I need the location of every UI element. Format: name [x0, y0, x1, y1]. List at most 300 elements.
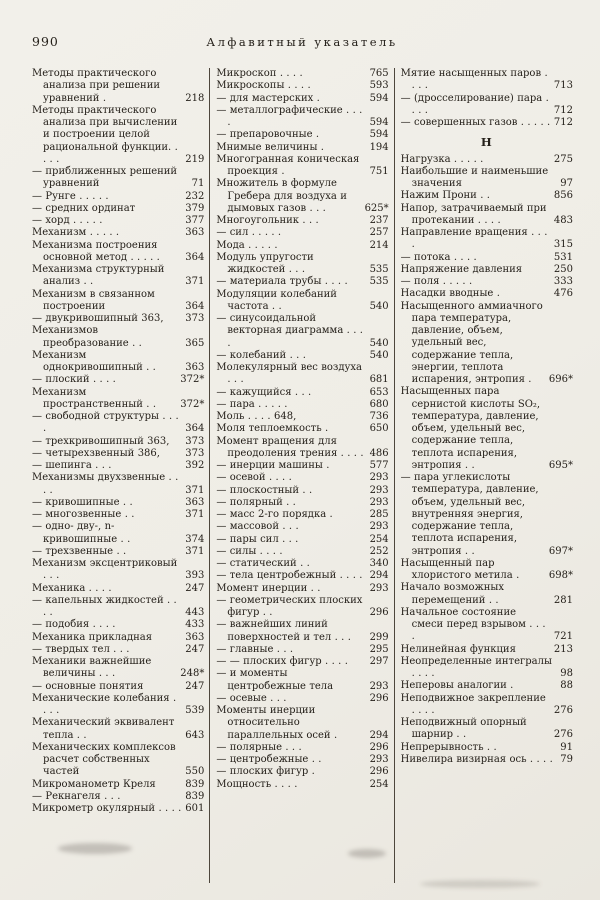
entry-text: — материала трубы . . . .	[216, 276, 348, 288]
entry-page-number: 363	[185, 227, 205, 239]
entry-page-number: 365	[185, 337, 205, 349]
entry-page-number: 363	[185, 362, 205, 373]
entry-page-number: 643	[185, 729, 205, 741]
entry-page-number: 373	[185, 435, 205, 447]
entry-page-number: 697*	[548, 545, 573, 557]
index-entry	[401, 252, 573, 264]
entry-text: Насыщенный пар хлористого метила .	[400, 557, 520, 581]
index-entry	[216, 154, 388, 179]
index-entry	[32, 693, 204, 718]
entry-text: Насыщенного аммиачного пара температура, давление, объем, удельный вес, содержание тепла, энергии, теплота испарения, энтропия .	[400, 300, 543, 385]
entry-text: — сил . . . . .	[216, 227, 282, 239]
index-entry	[401, 117, 573, 129]
entry-text: Механизма структурный анализ . .	[32, 264, 165, 288]
entry-text: — приближенных решений уравнений	[32, 166, 178, 190]
entry-page-number: 257	[369, 227, 389, 239]
index-entry	[216, 93, 388, 105]
index-entry	[216, 754, 388, 766]
entry-text: Мнимые величины .	[216, 141, 324, 153]
index-entry	[32, 460, 204, 472]
index-entry	[216, 742, 388, 754]
index-entry	[401, 754, 573, 766]
entry-text: Нивелира визирная ось . . . .	[400, 753, 553, 765]
index-entry	[216, 460, 388, 472]
entry-page-number: 371	[185, 484, 205, 496]
entry-page-number: 247	[185, 582, 205, 594]
index-entry	[32, 619, 204, 631]
entry-page-number: 275	[553, 153, 573, 165]
index-entry	[216, 521, 388, 533]
entry-text: Механизмы двухзвенные . . . .	[32, 472, 179, 496]
index-entry	[216, 313, 388, 350]
index-entry	[32, 68, 204, 105]
index-entry	[32, 521, 204, 546]
entry-text: Микрометр окулярный . . . .	[32, 803, 182, 814]
entry-text: — плоский . . . .	[32, 374, 116, 386]
index-entry	[401, 558, 573, 583]
entry-page-number: 276	[553, 704, 573, 716]
entry-text: Мода . . . . .	[216, 239, 278, 251]
entry-page-number: 373	[185, 447, 205, 459]
index-entry	[32, 558, 204, 583]
index-entry	[32, 472, 204, 497]
entry-text: Мощность . . . .	[216, 778, 298, 790]
entry-page-number: 540	[369, 337, 389, 349]
entry-text: Неподвижное закрепление . . . .	[400, 692, 546, 716]
entry-text: Механика прикладная	[32, 631, 153, 643]
index-entry	[401, 680, 573, 692]
entry-text: — потока . . . .	[400, 251, 477, 263]
entry-page-number: 194	[369, 141, 389, 153]
index-entry	[32, 227, 204, 239]
index-entry	[32, 215, 204, 227]
entry-text: — и моменты центробежные тела	[216, 668, 334, 692]
entry-page-number: 839	[185, 778, 205, 790]
entry-text: — средних ординат	[32, 202, 136, 214]
entry-text: — пара . . . . .	[216, 398, 288, 410]
entry-page-number: 293	[369, 521, 389, 533]
entry-page-number: 213	[553, 643, 573, 655]
entry-text: — — плоских фигур . . . .	[216, 656, 348, 667]
entry-text: Молекулярный вес воздуха . . .	[216, 362, 362, 386]
index-entry	[216, 472, 388, 484]
index-entry	[32, 436, 204, 448]
entry-text: Механических комплексов расчет собственных частей	[32, 741, 176, 778]
index-entry	[32, 717, 204, 742]
entry-page-number: 254	[369, 533, 389, 545]
index-entry	[401, 656, 573, 681]
index-entry	[32, 166, 204, 191]
entry-text: — препаровочные .	[216, 129, 320, 141]
entry-page-number: 97	[560, 178, 573, 189]
entry-page-number: 751	[369, 166, 389, 177]
entry-page-number: 625*	[364, 202, 389, 214]
entry-text: Механизма построения основной метод . . . . .	[32, 239, 160, 263]
entry-page-number: 364	[185, 300, 205, 312]
entry-text: — важнейших линий поверхностей и тел . . .	[216, 619, 351, 643]
entry-text: Механизм . . . . .	[32, 227, 120, 239]
entry-text: — силы . . . .	[216, 545, 283, 557]
entry-text: Механика . . . .	[32, 582, 112, 594]
index-entry	[401, 386, 573, 472]
index-entry	[216, 423, 388, 435]
index-entry	[32, 681, 204, 693]
entry-text: Моменты инерции относительно параллельных осей .	[216, 705, 338, 741]
index-entry	[216, 142, 388, 154]
entry-page-number: 540	[369, 349, 389, 361]
index-entry	[216, 766, 388, 778]
index-entry	[216, 387, 388, 399]
index-entry	[216, 656, 388, 668]
index-entry	[32, 656, 204, 681]
entry-text: — кажущийся . . .	[216, 386, 312, 398]
entry-text: — одно- дву-, n-кривошипные . .	[32, 521, 131, 545]
entry-page-number: 98	[560, 668, 573, 679]
index-entry	[216, 497, 388, 509]
entry-text: — полярные . . .	[216, 741, 302, 753]
entry-page-number: 254	[369, 778, 389, 790]
entry-text: — твердых тел . . .	[32, 643, 130, 655]
entry-page-number: 293	[369, 472, 389, 484]
entry-page-number: 653	[369, 386, 389, 398]
entry-text: Направление вращения . . . .	[400, 227, 548, 251]
index-entry	[216, 178, 388, 215]
index-entry	[216, 595, 388, 620]
entry-text: — многозвенные . .	[32, 509, 135, 520]
entry-text: Моля теплоемкость .	[216, 423, 329, 435]
index-column	[26, 68, 209, 883]
entry-text: Наибольшие и наименьшие значения	[400, 165, 549, 189]
entry-text: Модуляции колебаний частота . .	[216, 288, 337, 312]
entry-text: — пара углекислоты температура, давление, объем, удельный вес, внутренняя энергия, содержание тепла, теплота испарения, энтропия . .	[400, 472, 539, 557]
entry-page-number: 247	[185, 680, 205, 692]
entry-page-number: 296	[369, 741, 389, 753]
entry-text: — центробежные . .	[216, 754, 322, 765]
entry-page-number: 540	[369, 300, 389, 312]
entry-page-number: 379	[185, 202, 205, 214]
entry-text: — для мастерских .	[216, 92, 320, 104]
index-entry	[32, 105, 204, 166]
entry-text: — колебаний . . .	[216, 349, 306, 361]
entry-text: — Рекнагеля . . .	[32, 790, 121, 802]
entry-page-number: 712	[553, 104, 573, 116]
index-entry	[32, 583, 204, 595]
entry-text: Механизмов преобразование . .	[32, 325, 142, 349]
entry-page-number: 393	[185, 570, 205, 582]
entry-page-number: 364	[185, 251, 205, 263]
entry-page-number: 695*	[548, 459, 573, 471]
entry-text: — совершенных газов . . . . .	[400, 117, 551, 128]
entry-text: — плоских фигур .	[216, 766, 315, 778]
index-entry	[32, 803, 204, 815]
entry-page-number: 539	[185, 705, 205, 716]
entry-text: Мятие насыщенных паров . . . .	[400, 68, 548, 92]
entry-page-number: 363	[185, 496, 205, 508]
entry-page-number: 296	[369, 607, 389, 618]
entry-page-number: 377	[185, 215, 205, 226]
entry-text: Механические колебания . . . .	[32, 692, 177, 716]
entry-page-number: 250	[553, 263, 573, 275]
entry-text: Начальное состояние смеси перед взрывом . . . .	[400, 606, 546, 643]
entry-page-number: 296	[369, 766, 389, 778]
index-entry	[32, 644, 204, 656]
index-entry	[401, 276, 573, 288]
entry-page-number: 297	[369, 656, 389, 667]
entry-page-number: 252	[369, 545, 389, 557]
index-entry	[216, 546, 388, 558]
entry-text: — четырехзвенный 386,	[32, 447, 160, 459]
entry-text: Механизм пространственный . .	[32, 386, 156, 410]
entry-text: Нелинейная функция	[400, 643, 516, 655]
index-entry	[216, 105, 388, 130]
index-entry	[216, 350, 388, 362]
entry-page-number: 373	[185, 313, 205, 324]
index-entry	[401, 154, 573, 166]
index-entry	[32, 387, 204, 412]
entry-text: Неподвижный опорный шарнир . .	[400, 717, 527, 741]
index-entry	[216, 399, 388, 411]
index-entry	[216, 693, 388, 705]
index-entry	[32, 595, 204, 620]
index-entry	[216, 289, 388, 314]
index-entry	[32, 240, 204, 265]
entry-text: — хорд . . . . .	[32, 215, 103, 226]
index-entry	[401, 301, 573, 387]
entry-page-number: 712	[553, 117, 573, 128]
entry-text: — трехзвенные . .	[32, 545, 127, 557]
entry-page-number: 535	[369, 276, 389, 288]
index-entry	[32, 448, 204, 460]
index-entry	[401, 227, 573, 252]
index-entry	[216, 215, 388, 227]
entry-text: Многоугольник . . .	[216, 215, 319, 226]
entry-page-number: 594	[369, 117, 389, 128]
index-entry	[216, 227, 388, 239]
index-entry	[32, 203, 204, 215]
entry-page-number: 91	[560, 741, 573, 753]
entry-page-number: 294	[369, 729, 389, 741]
entry-page-number: 535	[369, 264, 389, 275]
entry-text: — капельных жидкостей . . . .	[32, 594, 177, 618]
entry-text: Насадки вводные .	[400, 288, 500, 300]
index-column	[209, 68, 393, 883]
index-entry	[32, 509, 204, 521]
index-entry	[32, 632, 204, 644]
entry-page-number: 299	[369, 631, 389, 643]
entry-text: — подобия . . . .	[32, 619, 116, 631]
index-entry	[32, 350, 204, 375]
entry-page-number: 443	[185, 607, 205, 618]
index-column	[394, 68, 578, 883]
index-entry	[401, 264, 573, 276]
index-columns	[26, 68, 578, 883]
entry-page-number: 285	[369, 509, 389, 520]
index-entry	[216, 779, 388, 791]
entry-page-number: 315	[553, 239, 573, 251]
entry-text: — осевые . . .	[216, 692, 287, 704]
entry-page-number: 483	[553, 214, 573, 226]
entry-text: — пары сил . . .	[216, 533, 299, 545]
entry-text: Напряжение давления	[400, 263, 523, 275]
index-entry	[216, 80, 388, 92]
index-entry	[216, 68, 388, 80]
index-entry	[216, 619, 388, 644]
index-entry	[401, 644, 573, 656]
index-entry	[32, 779, 204, 791]
index-entry	[401, 288, 573, 300]
entry-page-number: 594	[369, 129, 389, 141]
entry-text: Момент инерции . .	[216, 582, 321, 594]
entry-text: — массовой . . .	[216, 521, 299, 533]
index-entry	[401, 693, 573, 718]
index-entry	[32, 411, 204, 436]
entry-page-number: 698*	[548, 570, 573, 581]
index-entry	[216, 534, 388, 546]
index-entry	[32, 497, 204, 509]
entry-page-number: 293	[369, 680, 389, 692]
entry-text: — Рунге . . . . .	[32, 190, 109, 202]
entry-text: Насыщенных пара сернистой кислоты SO₂, температура, давление, объем, удельный вес, содержание тепла, теплота испарения, энтропия . .	[400, 386, 541, 471]
entry-page-number: 276	[553, 729, 573, 741]
entry-page-number: 476	[553, 288, 573, 300]
entry-text: Модуль упругости жидкостей . . .	[216, 251, 314, 275]
page-number: 990	[32, 34, 59, 49]
entry-page-number: 650	[369, 423, 389, 435]
index-entry	[216, 411, 388, 423]
entry-page-number: 293	[369, 484, 389, 496]
index-entry	[216, 129, 388, 141]
entry-text: — поля . . . . .	[400, 276, 473, 287]
index-entry	[216, 362, 388, 387]
entry-page-number: 232	[185, 190, 205, 202]
entry-page-number: 392	[185, 460, 205, 471]
index-entry	[216, 668, 388, 693]
entry-text: Нагрузка . . . . .	[400, 153, 484, 165]
entry-page-number: 219	[185, 153, 205, 165]
entry-text: — синусоидальной векторная диаграмма . . . .	[216, 313, 363, 349]
entry-page-number: 856	[553, 190, 573, 202]
entry-text: — (дросселирование) пара . . . .	[400, 92, 549, 116]
entry-page-number: 248*	[180, 668, 205, 680]
index-entry	[216, 583, 388, 595]
entry-page-number: 296	[369, 692, 389, 704]
entry-text: Непрерывность . .	[400, 741, 497, 753]
entry-page-number: 593	[369, 80, 389, 92]
index-entry	[216, 240, 388, 252]
entry-page-number: 577	[369, 460, 389, 471]
index-entry	[216, 570, 388, 582]
index-entry	[401, 582, 573, 607]
entry-page-number: 736	[369, 411, 389, 422]
entry-text: — основные понятия	[32, 680, 144, 692]
entry-text: Моль . . . . 648,	[216, 411, 297, 422]
entry-text: Нажим Прони . .	[400, 190, 490, 202]
entry-page-number: 371	[185, 276, 205, 288]
index-entry	[32, 325, 204, 350]
entry-text: — геометрических плоских фигур . .	[216, 594, 363, 618]
index-entry	[32, 791, 204, 803]
entry-text: Механизм в связанном построении	[32, 288, 155, 312]
entry-page-number: 293	[369, 582, 389, 594]
entry-text: — главные . . .	[216, 643, 294, 655]
entry-page-number: 218	[185, 92, 205, 104]
entry-page-number: 371	[185, 509, 205, 520]
entry-page-number: 486	[369, 447, 389, 459]
entry-page-number: 71	[191, 178, 205, 190]
entry-text: Микроскоп . . . .	[216, 68, 303, 79]
entry-page-number: 88	[560, 680, 573, 692]
entry-text: Момент вращения для преодоления трения . . . .	[216, 435, 364, 459]
index-entry	[32, 289, 204, 314]
entry-text: Множитель в формуле Гребера для воздуха и дымовых газов . . .	[216, 178, 347, 214]
index-entry	[401, 68, 573, 93]
entry-page-number: 839	[185, 790, 205, 802]
entry-text: Неопределенные интегралы . . . .	[400, 655, 552, 679]
index-entry	[32, 742, 204, 779]
entry-text: — тела центробежный . . . .	[216, 570, 363, 582]
entry-text: — плоскостный . .	[216, 484, 313, 496]
entry-page-number: 721	[553, 631, 573, 643]
entry-text: — двукривошипный 363,	[32, 313, 164, 324]
entry-page-number: 214	[369, 239, 389, 251]
index-entry	[401, 93, 573, 118]
entry-page-number: 372*	[180, 374, 205, 386]
index-entry	[216, 705, 388, 742]
entry-text: Микроскопы . . . .	[216, 80, 311, 92]
entry-text: — масс 2-го порядка .	[216, 509, 333, 520]
entry-page-number: 295	[369, 643, 389, 655]
entry-text: Механизм эксцентриковый . . .	[32, 558, 178, 582]
entry-page-number: 294	[369, 570, 389, 582]
entry-text: Неперовы аналогии .	[400, 680, 514, 692]
index-entry	[401, 203, 573, 228]
index-entry	[32, 264, 204, 289]
index-entry	[216, 252, 388, 277]
entry-text: — свободной структуры . . . .	[32, 411, 179, 435]
entry-text: Механический эквивалент тепла . .	[32, 717, 175, 741]
entry-page-number: 281	[553, 594, 573, 606]
entry-page-number: 680	[369, 398, 389, 410]
entry-text: Механики важнейшие величины . . .	[32, 656, 152, 680]
entry-page-number: 594	[369, 92, 389, 104]
index-entry	[401, 190, 573, 202]
entry-page-number: 333	[553, 276, 573, 287]
entry-text: Начало возможных перемещений . .	[400, 582, 505, 606]
entry-page-number: 363	[185, 631, 205, 643]
entry-page-number: 293	[369, 754, 389, 765]
section-letter: Н	[480, 135, 493, 150]
entry-text: Напор, затрачиваемый при протекании . . . .	[400, 202, 547, 226]
index-entry	[401, 166, 573, 191]
entry-text: — кривошипные . .	[32, 496, 133, 508]
entry-text: — осевой . . . .	[216, 472, 292, 484]
entry-page-number: 713	[553, 80, 573, 92]
entry-text: Механизм однокривошипный . .	[32, 349, 156, 373]
index-entry	[216, 276, 388, 288]
index-entry	[216, 436, 388, 461]
entry-text: — металлографические . . . .	[216, 104, 363, 128]
entry-page-number: 765	[369, 68, 389, 79]
page-header	[26, 34, 578, 52]
entry-page-number: 372*	[180, 398, 205, 410]
entry-text: — шепинга . . .	[32, 460, 112, 471]
entry-page-number: 371	[185, 545, 205, 557]
index-entry	[216, 485, 388, 497]
entry-page-number: 374	[185, 533, 205, 545]
entry-text: Многогранная коническая проекция .	[216, 153, 360, 177]
entry-page-number: 293	[369, 496, 389, 508]
entry-page-number: 601	[185, 803, 205, 814]
